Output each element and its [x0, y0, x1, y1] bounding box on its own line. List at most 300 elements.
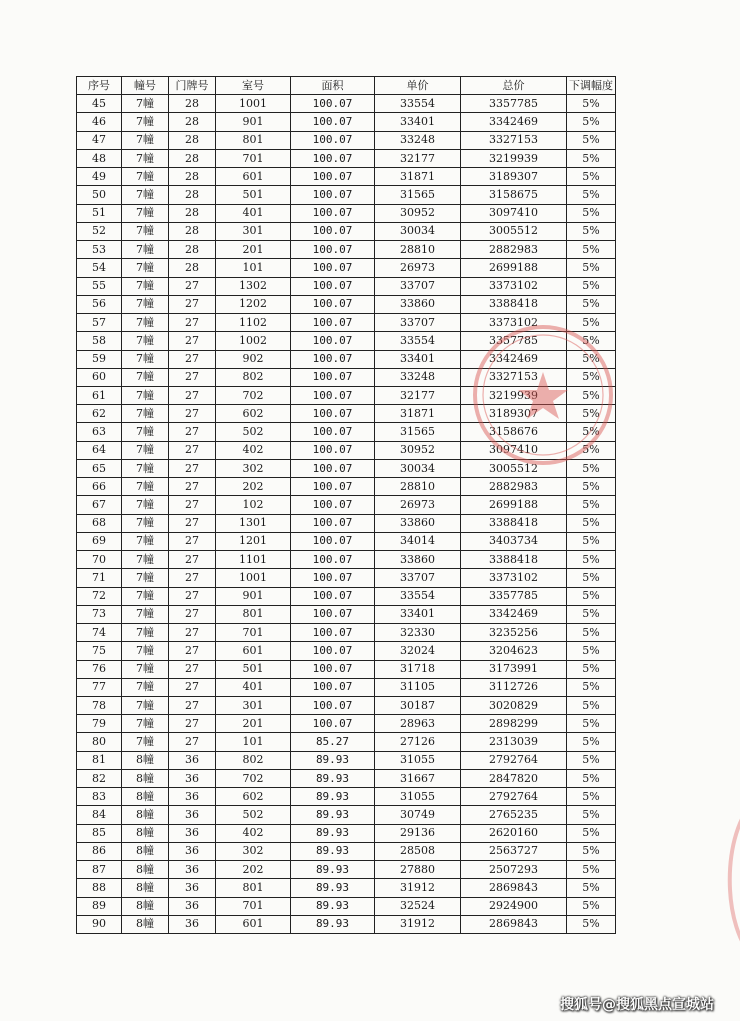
cell-room: 101: [216, 733, 291, 751]
cell-unit-price: 32177: [375, 386, 461, 404]
cell-building: 7幢: [122, 423, 169, 441]
table-row: [77, 204, 616, 222]
cell-area: 89.93: [291, 806, 375, 824]
cell-unit-price: 32524: [375, 897, 461, 915]
cell-index: 54: [77, 259, 122, 277]
cell-index: 49: [77, 168, 122, 186]
table-row: [77, 842, 616, 860]
cell-room: 701: [216, 149, 291, 167]
cell-index: 83: [77, 788, 122, 806]
cell-total-price: 3189307: [461, 168, 567, 186]
header-door-number: 门牌号: [169, 77, 216, 95]
table-row: [77, 514, 616, 532]
cell-room: 202: [216, 478, 291, 496]
cell-area: 100.07: [291, 514, 375, 532]
cell-unit-price: 30952: [375, 441, 461, 459]
cell-building: 7幢: [122, 259, 169, 277]
table-row: [77, 277, 616, 295]
cell-door-number: 27: [169, 624, 216, 642]
cell-area: 100.07: [291, 678, 375, 696]
cell-room: 801: [216, 131, 291, 149]
cell-total-price: 3373102: [461, 277, 567, 295]
cell-unit-price: 31718: [375, 660, 461, 678]
table-row: [77, 241, 616, 259]
cell-discount: 5%: [567, 478, 616, 496]
cell-building: 7幢: [122, 314, 169, 332]
cell-door-number: 27: [169, 660, 216, 678]
cell-building: 7幢: [122, 569, 169, 587]
cell-total-price: 3357785: [461, 95, 567, 113]
cell-unit-price: 31667: [375, 769, 461, 787]
table-row: [77, 733, 616, 751]
cell-unit-price: 33554: [375, 332, 461, 350]
cell-index: 88: [77, 879, 122, 897]
cell-room: 1301: [216, 514, 291, 532]
cell-area: 100.07: [291, 696, 375, 714]
cell-area: 100.07: [291, 605, 375, 623]
cell-building: 7幢: [122, 532, 169, 550]
cell-door-number: 27: [169, 733, 216, 751]
cell-discount: 5%: [567, 806, 616, 824]
cell-total-price: 2869843: [461, 915, 567, 933]
cell-area: 100.07: [291, 204, 375, 222]
table-header-row: [77, 77, 616, 95]
cell-door-number: 27: [169, 277, 216, 295]
table-row: [77, 769, 616, 787]
cell-room: 1102: [216, 314, 291, 332]
cell-total-price: 3388418: [461, 551, 567, 569]
cell-unit-price: 32330: [375, 624, 461, 642]
cell-door-number: 27: [169, 532, 216, 550]
cell-total-price: 2507293: [461, 861, 567, 879]
cell-building: 8幢: [122, 842, 169, 860]
cell-door-number: 36: [169, 751, 216, 769]
cell-building: 7幢: [122, 204, 169, 222]
cell-unit-price: 32177: [375, 149, 461, 167]
cell-room: 701: [216, 624, 291, 642]
cell-unit-price: 33401: [375, 605, 461, 623]
cell-index: 50: [77, 186, 122, 204]
cell-discount: 5%: [567, 95, 616, 113]
cell-room: 802: [216, 751, 291, 769]
table-row: [77, 386, 616, 404]
cell-building: 7幢: [122, 496, 169, 514]
cell-area: 100.07: [291, 277, 375, 295]
table-row: [77, 532, 616, 550]
table-row: [77, 478, 616, 496]
cell-discount: 5%: [567, 386, 616, 404]
cell-total-price: 2620160: [461, 824, 567, 842]
cell-door-number: 27: [169, 715, 216, 733]
cell-index: 85: [77, 824, 122, 842]
header-room: 室号: [216, 77, 291, 95]
cell-door-number: 27: [169, 350, 216, 368]
cell-building: 7幢: [122, 605, 169, 623]
cell-total-price: 3403734: [461, 532, 567, 550]
cell-discount: 5%: [567, 678, 616, 696]
cell-total-price: 3373102: [461, 569, 567, 587]
cell-total-price: 3357785: [461, 332, 567, 350]
table-row: [77, 423, 616, 441]
cell-unit-price: 31105: [375, 678, 461, 696]
cell-discount: 5%: [567, 824, 616, 842]
cell-index: 73: [77, 605, 122, 623]
cell-building: 7幢: [122, 332, 169, 350]
cell-index: 77: [77, 678, 122, 696]
cell-discount: 5%: [567, 441, 616, 459]
cell-discount: 5%: [567, 459, 616, 477]
cell-discount: 5%: [567, 897, 616, 915]
cell-index: 69: [77, 532, 122, 550]
cell-area: 89.93: [291, 788, 375, 806]
cell-discount: 5%: [567, 751, 616, 769]
cell-index: 60: [77, 368, 122, 386]
cell-total-price: 3005512: [461, 222, 567, 240]
cell-area: 100.07: [291, 478, 375, 496]
cell-building: 7幢: [122, 642, 169, 660]
cell-unit-price: 30034: [375, 222, 461, 240]
cell-room: 202: [216, 861, 291, 879]
table-row: [77, 459, 616, 477]
cell-area: 100.07: [291, 368, 375, 386]
cell-building: 8幢: [122, 788, 169, 806]
table-row: [77, 222, 616, 240]
header-discount: 下调幅度: [567, 77, 616, 95]
table-row: [77, 915, 616, 933]
cell-total-price: 3097410: [461, 204, 567, 222]
cell-total-price: 3357785: [461, 587, 567, 605]
table-row: [77, 149, 616, 167]
cell-room: 601: [216, 168, 291, 186]
table-row: [77, 642, 616, 660]
cell-room: 1302: [216, 277, 291, 295]
table-row: [77, 295, 616, 313]
cell-door-number: 27: [169, 295, 216, 313]
cell-index: 79: [77, 715, 122, 733]
cell-total-price: 2792764: [461, 788, 567, 806]
cell-building: 7幢: [122, 113, 169, 131]
cell-discount: 5%: [567, 241, 616, 259]
cell-index: 72: [77, 587, 122, 605]
cell-total-price: 3388418: [461, 514, 567, 532]
cell-door-number: 27: [169, 678, 216, 696]
cell-door-number: 36: [169, 915, 216, 933]
cell-total-price: 2882983: [461, 241, 567, 259]
table-row: [77, 186, 616, 204]
table-row: [77, 879, 616, 897]
cell-unit-price: 29136: [375, 824, 461, 842]
cell-unit-price: 28810: [375, 241, 461, 259]
cell-area: 100.07: [291, 587, 375, 605]
cell-unit-price: 27126: [375, 733, 461, 751]
cell-area: 89.93: [291, 879, 375, 897]
watermark-text: 搜狐号@搜狐黑点宣城站: [560, 997, 714, 1013]
cell-index: 45: [77, 95, 122, 113]
cell-index: 63: [77, 423, 122, 441]
cell-total-price: 2792764: [461, 751, 567, 769]
cell-building: 8幢: [122, 915, 169, 933]
cell-room: 402: [216, 441, 291, 459]
cell-discount: 5%: [567, 532, 616, 550]
cell-area: 89.93: [291, 897, 375, 915]
cell-building: 7幢: [122, 696, 169, 714]
table-row: [77, 788, 616, 806]
cell-discount: 5%: [567, 514, 616, 532]
cell-building: 7幢: [122, 459, 169, 477]
cell-room: 702: [216, 386, 291, 404]
table-row: [77, 605, 616, 623]
cell-area: 100.07: [291, 295, 375, 313]
cell-area: 100.07: [291, 222, 375, 240]
cell-total-price: 3219939: [461, 386, 567, 404]
cell-discount: 5%: [567, 733, 616, 751]
cell-total-price: 2898299: [461, 715, 567, 733]
cell-building: 7幢: [122, 715, 169, 733]
cell-building: 8幢: [122, 861, 169, 879]
cell-room: 901: [216, 587, 291, 605]
cell-door-number: 28: [169, 222, 216, 240]
cell-door-number: 36: [169, 861, 216, 879]
cell-building: 7幢: [122, 587, 169, 605]
cell-area: 100.07: [291, 715, 375, 733]
cell-unit-price: 28810: [375, 478, 461, 496]
cell-discount: 5%: [567, 277, 616, 295]
cell-building: 7幢: [122, 241, 169, 259]
cell-unit-price: 30749: [375, 806, 461, 824]
cell-index: 87: [77, 861, 122, 879]
cell-door-number: 27: [169, 478, 216, 496]
table-row: [77, 314, 616, 332]
cell-area: 100.07: [291, 660, 375, 678]
cell-room: 1101: [216, 551, 291, 569]
edge-seal-fragment: [716, 790, 740, 970]
cell-door-number: 27: [169, 605, 216, 623]
cell-building: 7幢: [122, 168, 169, 186]
cell-total-price: 2847820: [461, 769, 567, 787]
cell-door-number: 28: [169, 259, 216, 277]
header-unit-price: 单价: [375, 77, 461, 95]
cell-total-price: 2924900: [461, 897, 567, 915]
cell-discount: 5%: [567, 168, 616, 186]
table-row: [77, 368, 616, 386]
cell-area: 100.07: [291, 332, 375, 350]
table-row: [77, 660, 616, 678]
cell-unit-price: 31871: [375, 405, 461, 423]
cell-area: 100.07: [291, 441, 375, 459]
cell-unit-price: 32024: [375, 642, 461, 660]
cell-index: 47: [77, 131, 122, 149]
cell-total-price: 3342469: [461, 350, 567, 368]
cell-total-price: 3005512: [461, 459, 567, 477]
cell-area: 100.07: [291, 314, 375, 332]
cell-index: 52: [77, 222, 122, 240]
cell-index: 51: [77, 204, 122, 222]
cell-index: 90: [77, 915, 122, 933]
header-index: 序号: [77, 77, 122, 95]
cell-total-price: 3020829: [461, 696, 567, 714]
cell-area: 89.93: [291, 915, 375, 933]
cell-unit-price: 30952: [375, 204, 461, 222]
cell-index: 59: [77, 350, 122, 368]
cell-discount: 5%: [567, 149, 616, 167]
cell-building: 7幢: [122, 277, 169, 295]
cell-door-number: 27: [169, 459, 216, 477]
cell-area: 100.07: [291, 259, 375, 277]
cell-index: 64: [77, 441, 122, 459]
cell-unit-price: 33860: [375, 551, 461, 569]
cell-total-price: 2869843: [461, 879, 567, 897]
cell-discount: 5%: [567, 113, 616, 131]
table-body: [77, 95, 616, 934]
cell-room: 701: [216, 897, 291, 915]
cell-area: 100.07: [291, 149, 375, 167]
cell-discount: 5%: [567, 879, 616, 897]
table-row: [77, 897, 616, 915]
cell-index: 46: [77, 113, 122, 131]
cell-total-price: 3097410: [461, 441, 567, 459]
cell-area: 100.07: [291, 459, 375, 477]
cell-door-number: 36: [169, 769, 216, 787]
cell-unit-price: 31565: [375, 186, 461, 204]
cell-unit-price: 33707: [375, 314, 461, 332]
cell-discount: 5%: [567, 715, 616, 733]
cell-room: 801: [216, 879, 291, 897]
cell-building: 8幢: [122, 879, 169, 897]
cell-area: 100.07: [291, 386, 375, 404]
table-row: [77, 332, 616, 350]
cell-unit-price: 27880: [375, 861, 461, 879]
cell-room: 401: [216, 204, 291, 222]
cell-unit-price: 33707: [375, 277, 461, 295]
cell-total-price: 3112726: [461, 678, 567, 696]
cell-room: 201: [216, 241, 291, 259]
cell-unit-price: 33401: [375, 113, 461, 131]
table-row: [77, 678, 616, 696]
cell-room: 101: [216, 259, 291, 277]
table-row: [77, 569, 616, 587]
cell-index: 61: [77, 386, 122, 404]
cell-building: 8幢: [122, 769, 169, 787]
cell-discount: 5%: [567, 314, 616, 332]
cell-room: 502: [216, 806, 291, 824]
cell-room: 502: [216, 423, 291, 441]
cell-door-number: 36: [169, 788, 216, 806]
cell-door-number: 27: [169, 696, 216, 714]
cell-building: 8幢: [122, 806, 169, 824]
cell-room: 1202: [216, 295, 291, 313]
cell-total-price: 3388418: [461, 295, 567, 313]
cell-building: 7幢: [122, 660, 169, 678]
cell-door-number: 27: [169, 642, 216, 660]
cell-room: 501: [216, 660, 291, 678]
cell-door-number: 27: [169, 569, 216, 587]
cell-door-number: 27: [169, 386, 216, 404]
cell-index: 65: [77, 459, 122, 477]
cell-discount: 5%: [567, 368, 616, 386]
cell-room: 601: [216, 915, 291, 933]
cell-index: 80: [77, 733, 122, 751]
table-row: [77, 131, 616, 149]
cell-area: 100.07: [291, 113, 375, 131]
cell-index: 66: [77, 478, 122, 496]
cell-area: 89.93: [291, 842, 375, 860]
cell-total-price: 3204623: [461, 642, 567, 660]
cell-room: 902: [216, 350, 291, 368]
table-row: [77, 350, 616, 368]
header-total-price: 总价: [461, 77, 567, 95]
cell-unit-price: 31871: [375, 168, 461, 186]
cell-index: 57: [77, 314, 122, 332]
cell-discount: 5%: [567, 222, 616, 240]
cell-building: 7幢: [122, 678, 169, 696]
cell-unit-price: 33860: [375, 295, 461, 313]
table-row: [77, 496, 616, 514]
cell-area: 85.27: [291, 733, 375, 751]
cell-unit-price: 33554: [375, 587, 461, 605]
cell-index: 56: [77, 295, 122, 313]
cell-building: 7幢: [122, 386, 169, 404]
cell-index: 55: [77, 277, 122, 295]
cell-discount: 5%: [567, 259, 616, 277]
cell-unit-price: 30187: [375, 696, 461, 714]
cell-building: 7幢: [122, 441, 169, 459]
cell-area: 100.07: [291, 551, 375, 569]
table-row: [77, 259, 616, 277]
cell-room: 602: [216, 405, 291, 423]
cell-total-price: 3327153: [461, 131, 567, 149]
cell-door-number: 28: [169, 168, 216, 186]
cell-discount: 5%: [567, 423, 616, 441]
cell-index: 89: [77, 897, 122, 915]
cell-building: 7幢: [122, 733, 169, 751]
cell-discount: 5%: [567, 131, 616, 149]
cell-index: 48: [77, 149, 122, 167]
cell-discount: 5%: [567, 186, 616, 204]
cell-discount: 5%: [567, 696, 616, 714]
cell-building: 7幢: [122, 350, 169, 368]
cell-door-number: 27: [169, 551, 216, 569]
cell-unit-price: 28508: [375, 842, 461, 860]
cell-total-price: 2882983: [461, 478, 567, 496]
cell-door-number: 28: [169, 113, 216, 131]
header-area: 面积: [291, 77, 375, 95]
cell-door-number: 27: [169, 423, 216, 441]
cell-room: 702: [216, 769, 291, 787]
cell-area: 100.07: [291, 186, 375, 204]
cell-area: 100.07: [291, 405, 375, 423]
cell-total-price: 2765235: [461, 806, 567, 824]
table-row: [77, 806, 616, 824]
cell-index: 86: [77, 842, 122, 860]
cell-room: 802: [216, 368, 291, 386]
table-row: [77, 861, 616, 879]
cell-building: 8幢: [122, 897, 169, 915]
cell-door-number: 28: [169, 131, 216, 149]
cell-room: 602: [216, 788, 291, 806]
table-row: [77, 715, 616, 733]
cell-room: 601: [216, 642, 291, 660]
cell-discount: 5%: [567, 660, 616, 678]
table-row: [77, 624, 616, 642]
cell-unit-price: 33707: [375, 569, 461, 587]
cell-index: 68: [77, 514, 122, 532]
cell-total-price: 2313039: [461, 733, 567, 751]
cell-building: 8幢: [122, 824, 169, 842]
cell-room: 201: [216, 715, 291, 733]
cell-unit-price: 31565: [375, 423, 461, 441]
cell-index: 76: [77, 660, 122, 678]
cell-discount: 5%: [567, 405, 616, 423]
